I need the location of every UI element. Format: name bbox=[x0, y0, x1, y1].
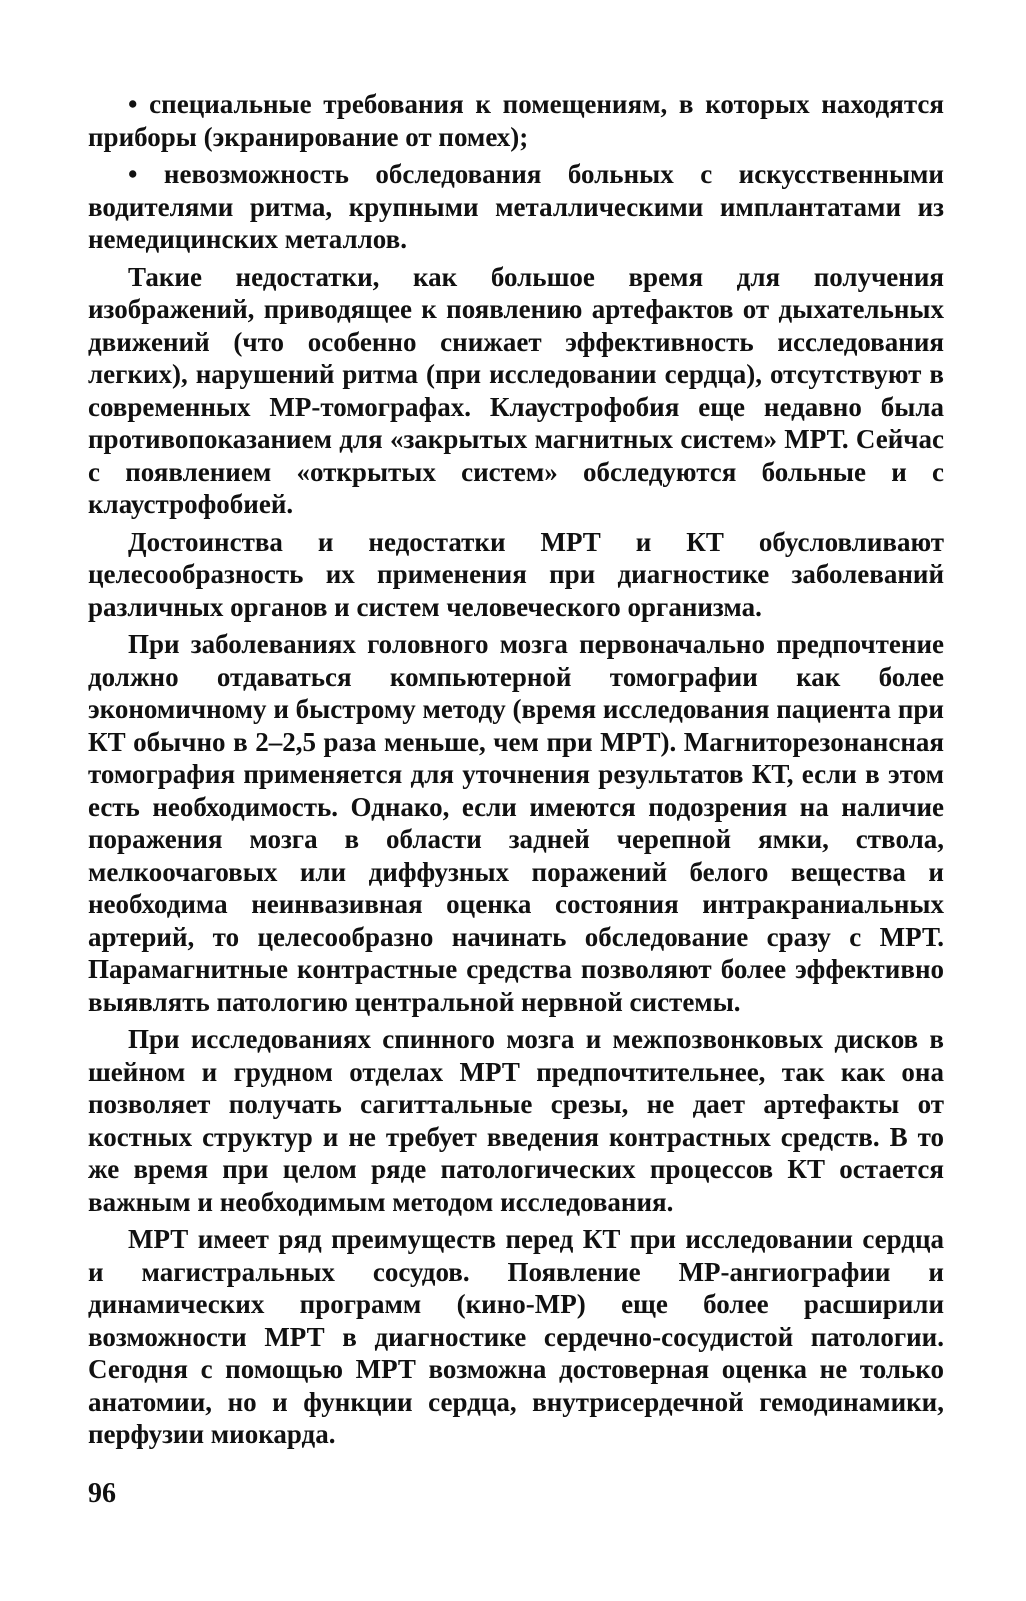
paragraph: Достоинства и недостатки МРТ и КТ обусловливают целесообразность их применения при диагностике заболеваний различных органов и систем человеческого организма. bbox=[88, 526, 944, 622]
paragraph: Такие недостатки, как большое время для получения изображений, приводящее к появлению артефактов от дыхательных движений (что особенно снижает эффективность исследования легких), нарушений ритма (при исследовании сердца), отсутствуют в современных МР-томографах. Клаустрофобия еще недавно была противопоказанием для «закрытых магнитных систем» МРТ. Сейчас с появлением «открытых систем» обследуются больные и с клаустрофобией. bbox=[88, 261, 944, 519]
page-number: 96 bbox=[88, 1478, 116, 1509]
paragraph: МРТ имеет ряд преимуществ перед КТ при исследовании сердца и магистральных сосудов. Появление МР-ангиографии и динамических программ (кино-МР) еще более расширили возможности МРТ в диагностике сердечно-сосудистой патологии. Сегодня с помощью МРТ возможна достоверная оценка не только анатомии, но и функции сердца, внутрисердечной гемодинамики, перфузии миокарда. bbox=[88, 1224, 944, 1449]
paragraph: При исследованиях спинного мозга и межпозвонковых дисков в шейном и грудном отделах МРТ предпочтительнее, так как она позволяет получать сагиттальные срезы, не дает артефакты от костных структур и не требует введения контрастных средств. В то же время при целом ряде патологических процессов КТ остается важным и необходимым методом исследования. bbox=[88, 1024, 944, 1217]
paragraph: При заболеваниях головного мозга первоначально предпочтение должно отдаваться компьютерной томографии как более экономичному и быстрому методу (время исследования пациента при КТ обычно в 2–2,5 раза меньше, чем при МРТ). Магниторезонансная томография применяется для уточнения результатов КТ, если в этом есть необходимость. Однако, если имеются подозрения на наличие поражения мозга в области задней черепной ямки, ствола, мелкоочаговых или диффузных поражений белого вещества и необходима неинвазивная оценка состояния интракраниальных артерий, то целесообразно начинать обследование сразу с МРТ. Парамагнитные контрастные средства позволяют более эффективно выявлять патологию центральной нервной системы. bbox=[88, 629, 944, 1017]
bullet-item: • специальные требования к помещениям, в которых находятся приборы (экранирование от помех); bbox=[88, 89, 944, 152]
page-body bbox=[88, 88, 944, 1456]
bullet-item: • невозможность обследования больных с искусственными водителями ритма, крупными металлическими имплантатами из немедицинских металлов. bbox=[88, 159, 944, 254]
